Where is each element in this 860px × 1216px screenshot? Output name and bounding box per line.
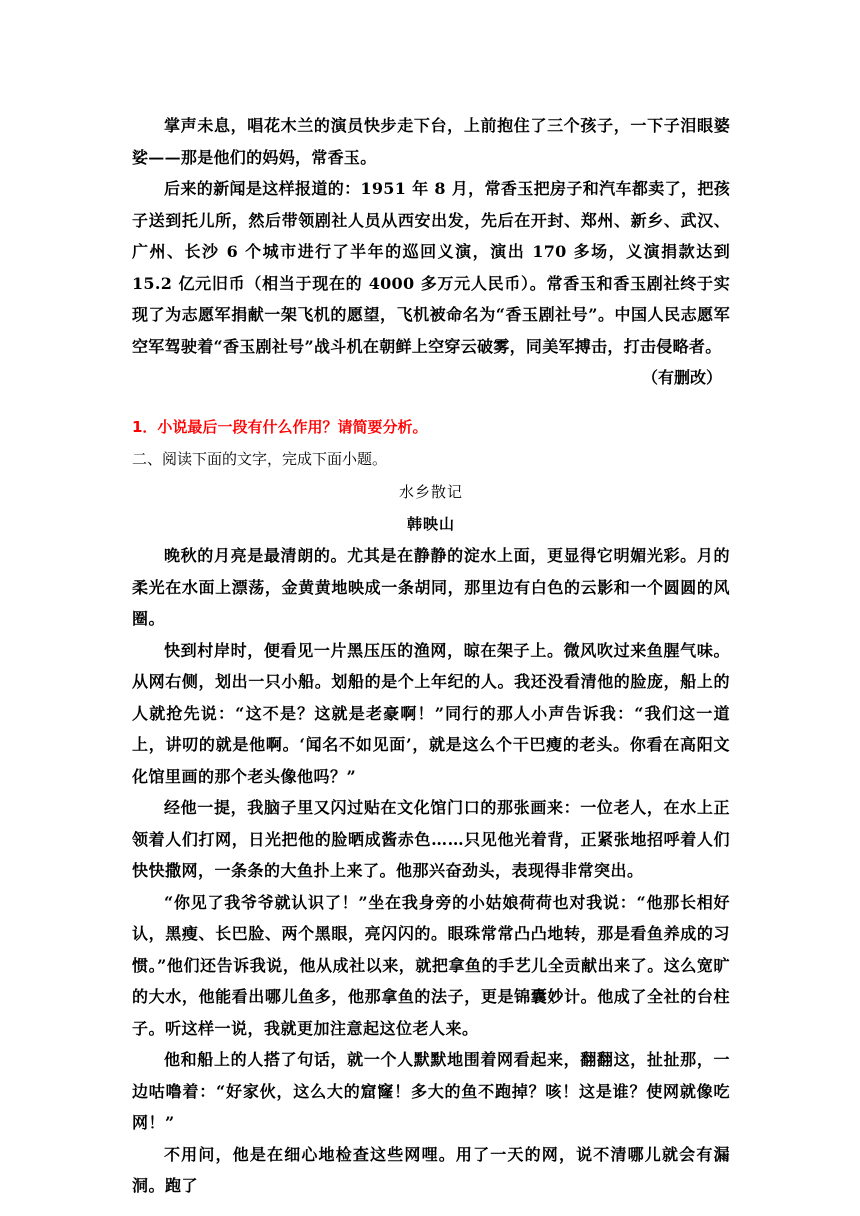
question-block [132, 412, 730, 475]
passage-2-paragraph-5: 他和船上的人搭了句话，就一个人默默地围着网看起来，翻翻这，扯扯那，一边咕噜着：“好家伙，这么大的窟窿！多大的鱼不跑掉？咳！这是谁？使网就像吃网！” [132, 1050, 730, 1132]
passage-1-paragraph-2: 后来的新闻是这样报道的：1951 年 8 月，常香玉把房子和汽车都卖了，把孩子送到托儿所，然后带领剧社人员从西安出发，先后在开封、郑州、新乡、武汉、广州、长沙 6 个城市进行了半年的巡回义演，演出 170 多场，义演捐款达到 15.2 亿元旧币（相当于现在的 4000 多万元人民币）。常香玉和香玉剧社终于实现了为志愿军捐献一架飞机的愿望，飞机被命名为“香玉剧社号”。中国人民志愿军空军驾驶着“香玉剧社号”战斗机在朝鲜上空穿云破雾，同美军搏击，打击侵略者。 [132, 179, 730, 356]
section-2-heading: 二、阅读下面的文字，完成下面小题。 [132, 449, 388, 468]
passage-1-paragraph-1: 掌声未息，唱花木兰的演员快步走下台，上前抱住了三个孩子，一下子泪眼婆娑——那是他们的妈妈，常香玉。 [132, 116, 730, 167]
passage-1 [132, 110, 730, 394]
article-author: 韩映山 [406, 514, 455, 533]
passage-2-paragraph-2: 快到村岸时，便看见一片黑压压的渔网，晾在架子上。微风吹过来鱼腥气味。从网右侧，划出一只小船。划船的是个上年纪的人。我还没看清他的脸庞，船上的人就抢先说：“这不是？这就是老豪啊！”同行的那人小声告诉我：“我们这一道上，讲叨的就是他啊。‘闻名不如见面’，就是这么个干巴瘦的老头。你看在高阳文化馆里画的那个老头像他吗？” [132, 640, 730, 786]
passage-2-paragraph-6: 不用问，他是在细心地检查这些网哩。用了一天的网，说不清哪儿就会有漏洞。跑了 [132, 1144, 730, 1195]
passage-2-paragraph-1: 晚秋的月亮是最清朗的。尤其是在静静的淀水上面，更显得它明媚光彩。月的柔光在水面上漂荡，金黄黄地映成一条胡同，那里边有白色的云影和一个圆圆的风圈。 [132, 546, 730, 628]
passage-2-paragraph-4: “你见了我爷爷就认识了！”坐在我身旁的小姑娘荷荷也对我说：“他那长相好认，黑瘦、长巴脸、两个黑眼，亮闪闪的。眼珠常常凸凸地转，那是看鱼养成的习惯。”他们还告诉我说，他从成社以来，就把拿鱼的手艺儿全贡献出来了。这么宽旷的大水，他能看出哪儿鱼多，他那拿鱼的法子，更是锦囊妙计。他成了全社的台柱子。听这样一说，我就更加注意起这位老人来。 [132, 892, 730, 1038]
question-1: 1．小说最后一段有什么作用？请简要分析。 [132, 418, 428, 436]
passage-2-paragraph-3: 经他一提，我脑子里又闪过贴在文化馆门口的那张画来：一位老人，在水上正领着人们打网，日光把他的脸晒成酱赤色……只见他光着背，正紧张地招呼着人们快快撒网，一条条的大鱼扑上来了。他那兴奋劲头，表现得非常突出。 [132, 798, 730, 880]
article-title: 水乡散记 [398, 483, 463, 501]
passage-2 [132, 477, 730, 1202]
source-note: （有删改） [641, 368, 722, 387]
